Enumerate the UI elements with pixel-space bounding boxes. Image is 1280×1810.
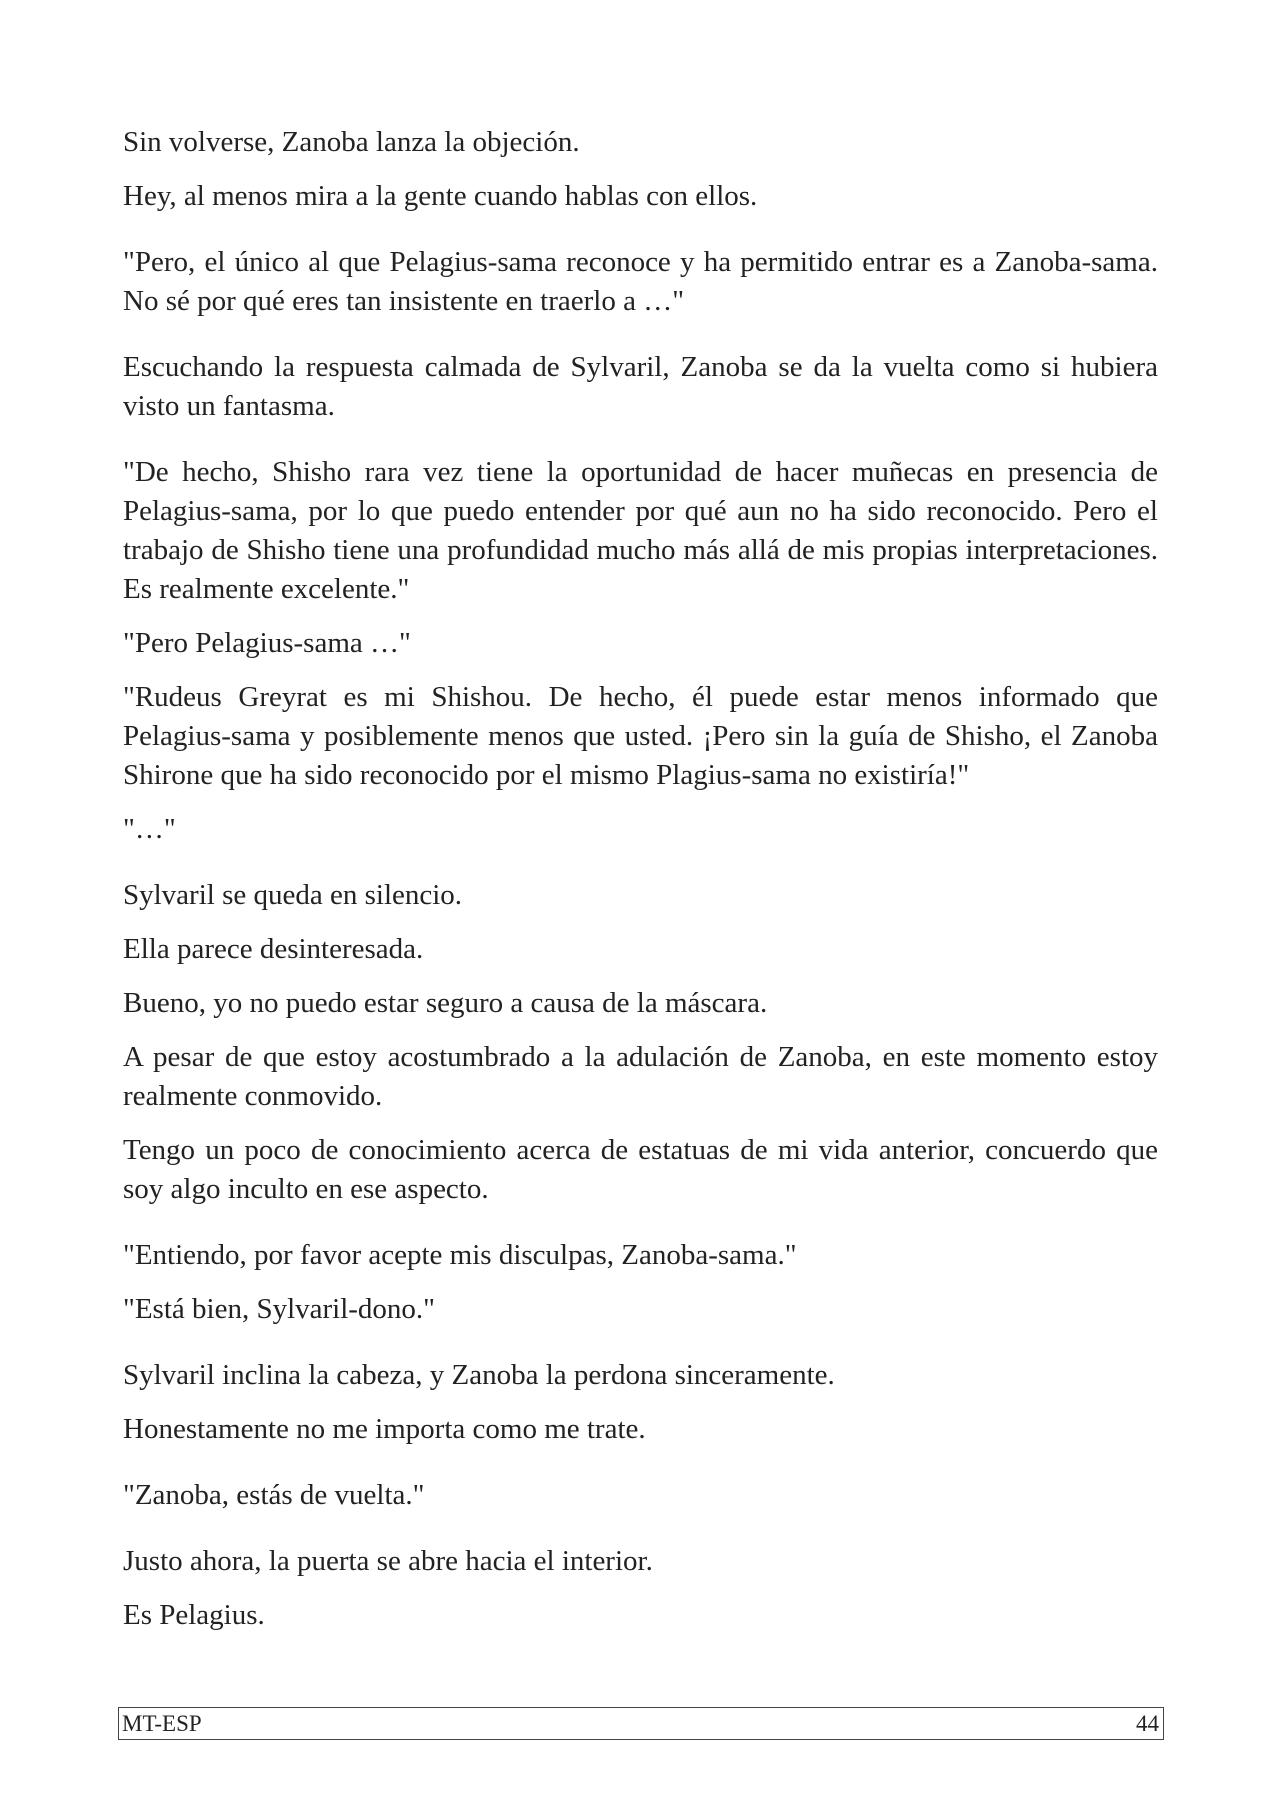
paragraph: Justo ahora, la puerta se abre hacia el interior.: [123, 1545, 653, 1577]
paragraph: "Pero Pelagius-sama …": [123, 627, 411, 659]
page-footer: [118, 1707, 1164, 1740]
paragraph: "Entiendo, por favor acepte mis disculpas, Zanoba-sama.": [123, 1239, 797, 1271]
paragraph: Ella parece desinteresada.: [123, 933, 424, 965]
paragraph: "Zanoba, estás de vuelta.": [123, 1479, 425, 1511]
paragraph: Sylvaril inclina la cabeza, y Zanoba la perdona sinceramente.: [123, 1359, 835, 1391]
paragraph: Escuchando la respuesta calmada de Sylvaril, Zanoba se da la vuelta como si hubiera visto un fantasma.: [123, 351, 1158, 422]
paragraph: Sylvaril se queda en silencio.: [123, 879, 463, 911]
paragraph: "De hecho, Shisho rara vez tiene la oportunidad de hacer muñecas en presencia de Pelagius-sama, por lo que puedo entender por qué aun no ha sido reconocido. Pero el trabajo de Shisho tiene una profundidad mucho más allá de mis propias interpretaciones. Es realmente excelente.": [123, 456, 1158, 605]
paragraph: "Está bien, Sylvaril-dono.": [123, 1293, 436, 1325]
footer-source-label: MT-ESP: [122, 1711, 202, 1736]
paragraph: Honestamente no me importa como me trate.: [123, 1413, 646, 1445]
paragraph: A pesar de que estoy acostumbrado a la adulación de Zanoba, en este momento estoy realmente conmovido.: [123, 1041, 1158, 1112]
paragraph: Es Pelagius.: [123, 1599, 265, 1631]
paragraph: "Pero, el único al que Pelagius-sama reconoce y ha permitido entrar es a Zanoba-sama. No sé por qué eres tan insistente en traerlo a …": [123, 246, 1158, 317]
paragraph: Bueno, yo no puedo estar seguro a causa de la máscara.: [123, 987, 768, 1019]
page-body: [123, 123, 1158, 1635]
paragraph: Tengo un poco de conocimiento acerca de estatuas de mi vida anterior, concuerdo que soy algo inculto en ese aspecto.: [123, 1134, 1158, 1205]
paragraph: "Rudeus Greyrat es mi Shishou. De hecho, él puede estar menos informado que Pelagius-sama y posiblemente menos que usted. ¡Pero sin la guía de Shisho, el Zanoba Shirone que ha sido reconocido por el mismo Plagius-sama no existiría!": [123, 681, 1158, 791]
paragraph: Hey, al menos mira a la gente cuando hablas con ellos.: [123, 180, 758, 212]
page-number: 44: [1136, 1711, 1159, 1736]
paragraph: Sin volverse, Zanoba lanza la objeción.: [123, 126, 580, 158]
paragraph: "…": [123, 813, 176, 845]
